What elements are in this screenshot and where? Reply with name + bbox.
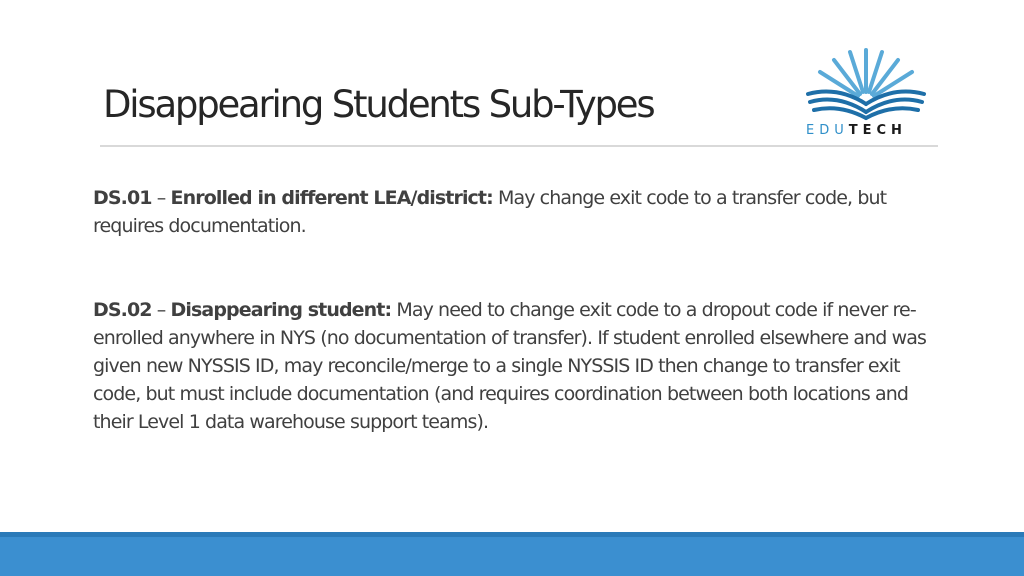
paragraph-ds01 (93, 184, 933, 240)
subtype-dash: – (151, 299, 171, 321)
subtype-label: Enrolled in different LEA/district: (170, 187, 493, 209)
subtype-code: DS.02 (93, 299, 152, 321)
title-divider (100, 145, 938, 147)
slide-title: Disappearing Students Sub-Types (103, 83, 654, 126)
logo-edu-text: EDU (806, 123, 849, 138)
logo-wordmark (806, 123, 932, 138)
slide-body (93, 184, 933, 436)
paragraph-ds02 (93, 296, 933, 436)
subtype-label: Disappearing student: (170, 299, 392, 321)
book-rays-icon (800, 42, 936, 122)
edutech-logo (800, 42, 936, 144)
subtype-description: May change exit code to a transfer code, but requires documentation. (93, 187, 887, 237)
subtype-description: May need to change exit code to a dropout code if never re-enrolled anywhere in NYS (no documentation of transfer). If student enrolled elsewhere and was given new NYSSIS ID, may reconcile/merge to a single NYSSIS ID then change to transfer exit code, but must include documentation (and requires coordination between both locations and their Level 1 data warehouse support teams). (93, 299, 926, 433)
footer-band (0, 532, 1024, 576)
subtype-dash: – (151, 187, 171, 209)
logo-tech-text: TECH (848, 123, 907, 138)
subtype-code: DS.01 (93, 187, 152, 209)
